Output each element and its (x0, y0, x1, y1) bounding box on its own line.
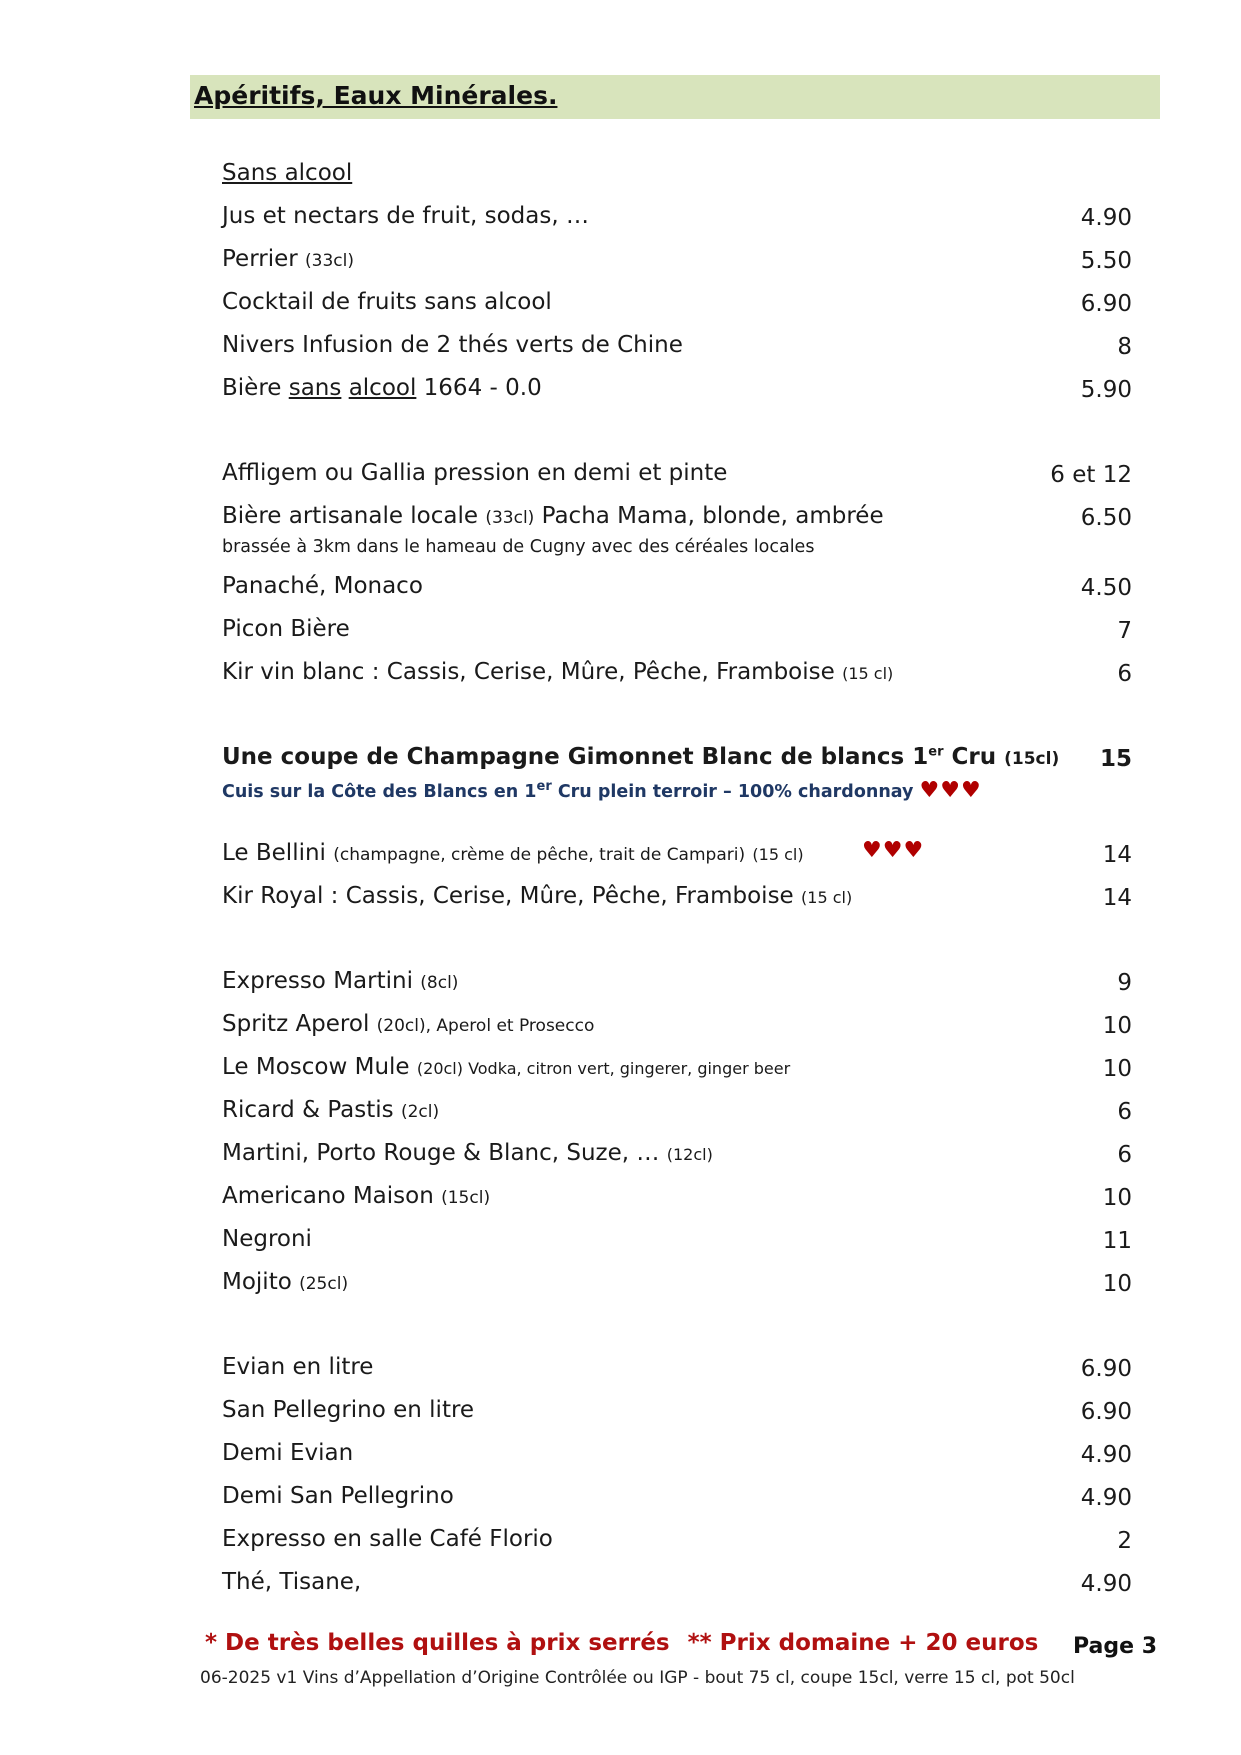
menu-item (222, 244, 1132, 287)
section-header-bar (190, 75, 1160, 119)
menu-item-featured (222, 742, 1132, 812)
item-price: 5.50 (1080, 248, 1132, 274)
item-note: (12cl) (666, 1145, 713, 1164)
item-price: 10 (1102, 1271, 1132, 1297)
item-name: Picon Bière (222, 616, 350, 642)
menu-item (222, 657, 1132, 700)
item-name: Ricard & Pastis (2cl) (222, 1097, 440, 1123)
menu-item (222, 1138, 1132, 1181)
hearts-icon: ♥♥♥ (862, 838, 925, 863)
item-price: 4.90 (1080, 1485, 1132, 1511)
spacer (222, 924, 1132, 966)
item-name: Une coupe de Champagne Gimonnet Blanc de blancs 1er Cru (15cl) (222, 744, 1060, 770)
menu-item (222, 458, 1132, 501)
hearts-icon: ♥♥♥ (919, 778, 982, 803)
item-price: 14 (1102, 842, 1132, 868)
item-price: 9 (1117, 970, 1132, 996)
item-note: (15cl) (441, 1188, 491, 1208)
item-price: 14 (1102, 885, 1132, 911)
menu-item (222, 373, 1132, 416)
menu-item (222, 1009, 1132, 1052)
item-name: Nivers Infusion de 2 thés verts de Chine (222, 332, 683, 358)
item-name: Expresso Martini (8cl) (222, 968, 459, 994)
menu-list (222, 158, 1132, 1610)
menu-item (222, 1481, 1132, 1524)
item-price: 4.90 (1080, 1442, 1132, 1468)
item-price: 6 et 12 (1050, 462, 1132, 488)
item-name: Thé, Tisane, (222, 1569, 362, 1595)
menu-item (222, 1052, 1132, 1095)
menu-item (222, 571, 1132, 614)
item-note: (25cl) (299, 1274, 349, 1294)
item-note: (15cl) (1004, 749, 1060, 769)
item-name: Affligem ou Gallia pression en demi et pinte (222, 460, 728, 486)
menu-item (222, 330, 1132, 373)
spacer (222, 416, 1132, 458)
item-name: Panaché, Monaco (222, 573, 423, 599)
item-note: (33cl) (305, 251, 354, 271)
menu-item (222, 287, 1132, 330)
item-note: (20cl), Aperol et Prosecco (376, 1016, 595, 1036)
item-name: Expresso en salle Café Florio (222, 1526, 553, 1552)
item-price: 4.90 (1080, 205, 1132, 231)
item-name: Demi Evian (222, 1440, 354, 1466)
footer-legal: 06-2025 v1 Vins d’Appellation d’Origine Contrôlée ou IGP - bout 75 cl, coupe 15cl, verre 15 cl, pot 50cl (200, 1668, 1075, 1688)
item-name: Perrier (33cl) (222, 246, 354, 272)
item-note: (15 cl) (801, 888, 853, 907)
item-price: 6 (1117, 1142, 1132, 1168)
item-price: 15 (1099, 746, 1132, 772)
page-title: Apéritifs, Eaux Minérales. (194, 81, 558, 110)
spacer (222, 700, 1132, 742)
sans-alcool-heading: Sans alcool (222, 160, 353, 186)
item-price: 11 (1102, 1228, 1132, 1254)
spacer (222, 1310, 1132, 1352)
menu-item (222, 201, 1132, 244)
menu-item (222, 838, 1132, 881)
menu-item (222, 1267, 1132, 1310)
menu-item (222, 966, 1132, 1009)
item-name: Evian en litre (222, 1354, 374, 1380)
item-price: 6 (1117, 1099, 1132, 1125)
menu-item (222, 501, 1132, 571)
item-name: Bière artisanale locale (33cl) Pacha Mama, blonde, ambrée (222, 503, 884, 529)
item-price: 5.90 (1080, 377, 1132, 403)
item-name: Cocktail de fruits sans alcool (222, 289, 552, 315)
item-note: (15 cl) (752, 845, 804, 864)
item-price: 7 (1117, 618, 1132, 644)
item-price: 10 (1102, 1185, 1132, 1211)
item-name: Americano Maison (15cl) (222, 1183, 491, 1209)
menu-item (222, 1438, 1132, 1481)
item-price: 6 (1117, 661, 1132, 687)
item-note: (20cl) Vodka, citron vert, gingerer, ginger beer (416, 1059, 791, 1078)
item-price: 6.90 (1080, 1399, 1132, 1425)
menu-item (222, 1567, 1132, 1610)
item-price: 10 (1102, 1013, 1132, 1039)
item-note: (15 cl) (842, 664, 894, 683)
menu-item (222, 1524, 1132, 1567)
item-price: 6.50 (1080, 505, 1132, 531)
item-price: 8 (1117, 334, 1132, 360)
menu-item (222, 1095, 1132, 1138)
page-number: Page 3 (1073, 1634, 1158, 1659)
spacer (222, 812, 1132, 838)
menu-item (222, 1181, 1132, 1224)
menu-item (222, 614, 1132, 657)
item-name: San Pellegrino en litre (222, 1397, 475, 1423)
item-name: Kir Royal : Cassis, Cerise, Mûre, Pêche, Framboise (15 cl) (222, 883, 853, 909)
footer-tag-quilles: * De très belles quilles à prix serrés (205, 1630, 670, 1656)
item-note: (2cl) (400, 1102, 440, 1122)
item-name: Kir vin blanc : Cassis, Cerise, Mûre, Pêche, Framboise (15 cl) (222, 659, 894, 685)
item-name: Le Moscow Mule (20cl) Vodka, citron vert, gingerer, ginger beer (222, 1054, 791, 1080)
item-price: 4.50 (1080, 575, 1132, 601)
footer-tag-prix-domaine: ** Prix domaine + 20 euros (687, 1630, 1039, 1656)
item-description: Cuis sur la Côte des Blancs en 1er Cru plein terroir – 100% chardonnay ♥♥♥ (222, 778, 982, 803)
item-price: 2 (1117, 1528, 1132, 1554)
footer-taglines (205, 1630, 1038, 1656)
menu-item (222, 1395, 1132, 1438)
menu-item (222, 1224, 1132, 1267)
item-name: Mojito (25cl) (222, 1269, 349, 1295)
menu-item (222, 1352, 1132, 1395)
item-description: brassée à 3km dans le hameau de Cugny avec des céréales locales (222, 537, 815, 557)
item-name: Martini, Porto Rouge & Blanc, Suze, … (12cl) (222, 1140, 713, 1166)
item-price: 10 (1102, 1056, 1132, 1082)
item-name: Negroni (222, 1226, 312, 1252)
item-name: Jus et nectars de fruit, sodas, … (222, 203, 589, 229)
subheading-row (222, 158, 1132, 201)
item-price: 6.90 (1080, 1356, 1132, 1382)
item-name: Le Bellini (champagne, crème de pêche, trait de Campari) (15 cl) (222, 840, 804, 866)
item-name: Bière sans alcool 1664 - 0.0 (222, 375, 542, 401)
item-price: 4.90 (1080, 1571, 1132, 1597)
item-note: (33cl) (485, 508, 535, 528)
item-note: (8cl) (420, 973, 459, 993)
menu-item (222, 881, 1132, 924)
item-name: Spritz Aperol (20cl), Aperol et Prosecco (222, 1011, 595, 1037)
item-price: 6.90 (1080, 291, 1132, 317)
item-name: Demi San Pellegrino (222, 1483, 454, 1509)
